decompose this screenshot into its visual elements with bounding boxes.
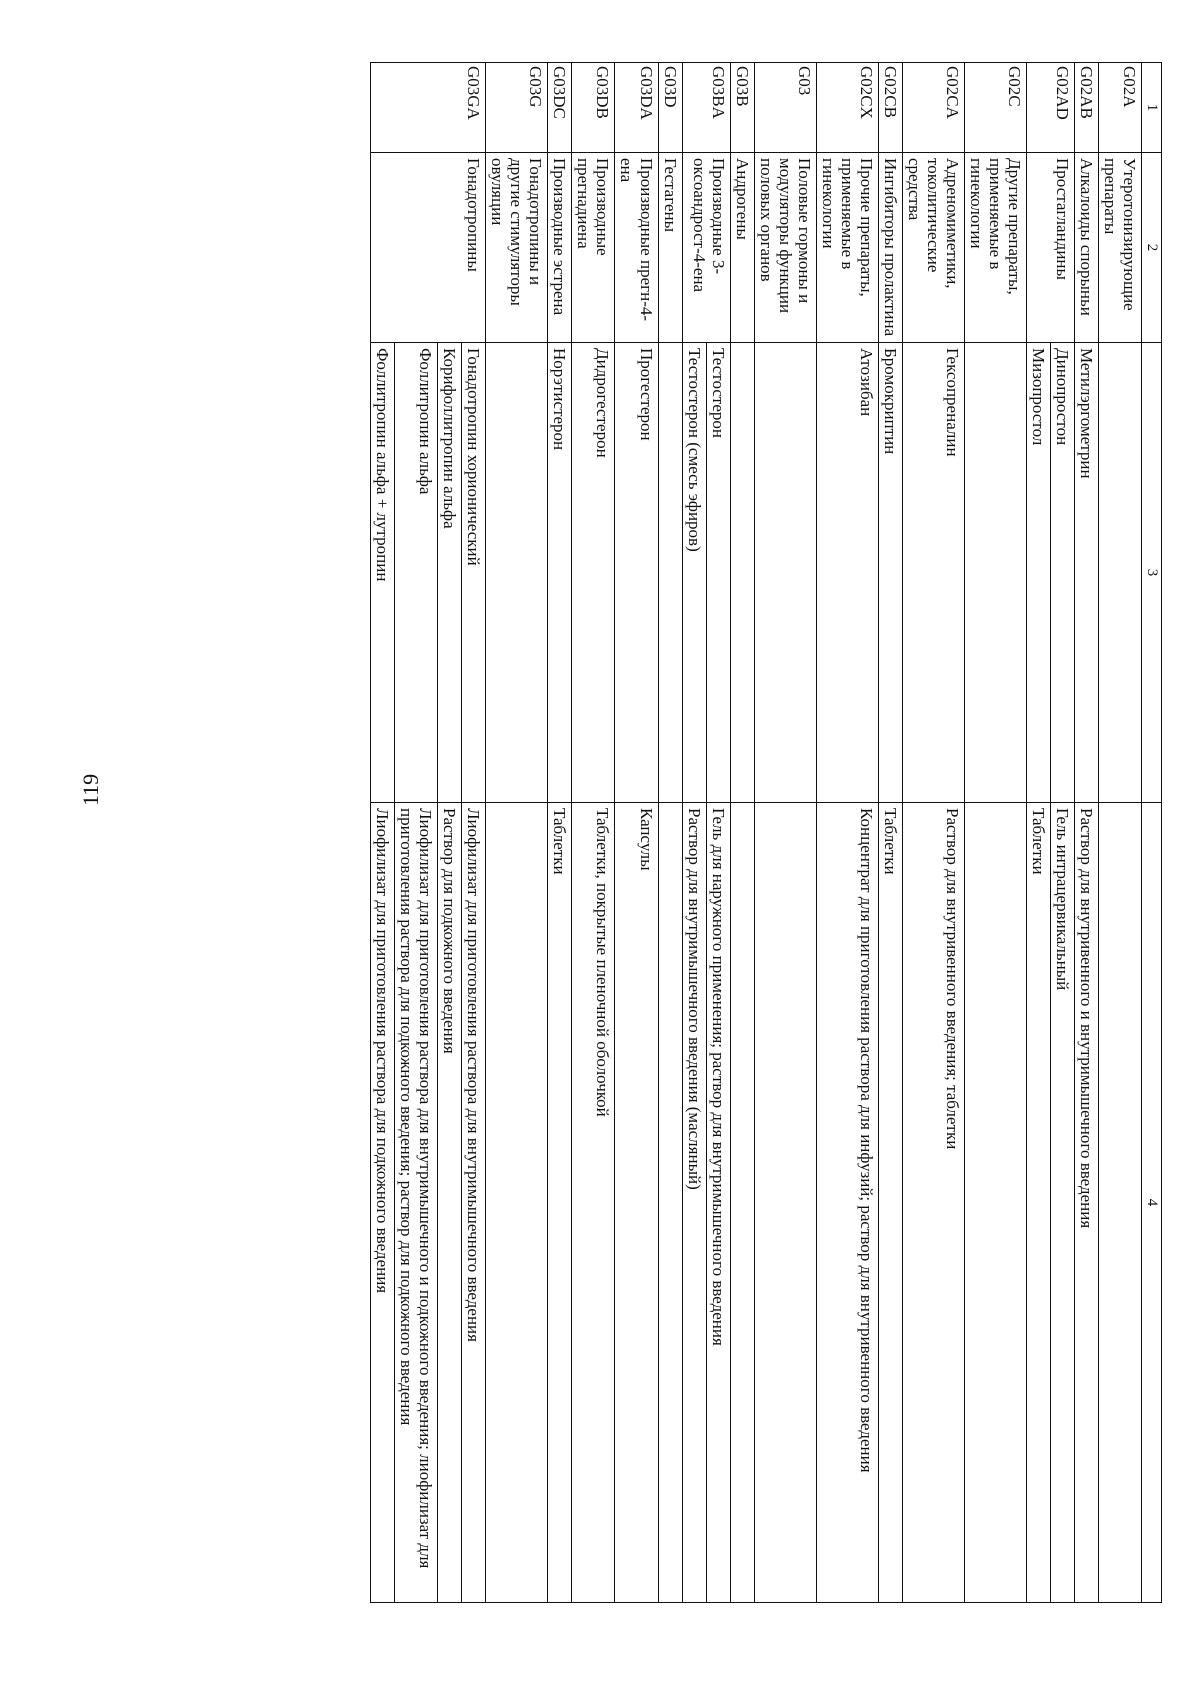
- group-name: Гонадотропины: [371, 153, 486, 343]
- atc-code: G03G: [486, 63, 548, 153]
- drug-name: Тестостерон (смесь эфиров): [682, 343, 706, 803]
- table-row: [754, 63, 816, 1603]
- header-col-2: 2: [1142, 153, 1162, 343]
- drug-name: Атозибан: [816, 343, 878, 803]
- atc-code: G03DB: [572, 63, 615, 153]
- drug-name: Метилэргометрин: [1075, 343, 1099, 803]
- group-name: Производные прегн-4-ена: [615, 153, 658, 343]
- table-row: [572, 63, 615, 1603]
- dosage-form: Капсулы: [615, 803, 658, 1603]
- dosage-form: Таблетки, покрытые пленочной оболочкой: [572, 803, 615, 1603]
- header-col-4: 4: [1142, 803, 1162, 1603]
- drug-name: Фоллитропин альфа: [395, 343, 438, 803]
- atc-code: G03: [754, 63, 816, 153]
- group-name: Гонадотропины и другие стимуляторы овуляции: [486, 153, 548, 343]
- dosage-form: Таблетки: [1027, 803, 1051, 1603]
- group-name: Половые гормоны и модуляторы функции половых органов: [754, 153, 816, 343]
- atc-code: G02CX: [816, 63, 878, 153]
- drug-name: Норэтистерон: [548, 343, 572, 803]
- drug-name: Гексопреналин: [902, 343, 964, 803]
- group-name: Прочие препараты, применяемые в гинекологии: [816, 153, 878, 343]
- drug-name: Бромокриптин: [878, 343, 902, 803]
- group-name: Андрогены: [730, 153, 754, 343]
- group-name: Алкалоиды спорыньи: [1075, 153, 1099, 343]
- dosage-form: Раствор для внутривенного и внутримышечного введения: [1075, 803, 1099, 1603]
- atc-code: G02AD: [1027, 63, 1075, 153]
- group-name: Производные эстрена: [548, 153, 572, 343]
- drug-name: Тестостерон: [706, 343, 730, 803]
- drug-table: [370, 62, 1162, 1603]
- dosage-form: Лиофилизат для приготовления раствора для подкожного введения: [371, 803, 395, 1603]
- table-row: [486, 63, 548, 1603]
- atc-code: G02A: [1099, 63, 1142, 153]
- table-row: [964, 63, 1026, 1603]
- atc-code: G03GA: [371, 63, 486, 153]
- dosage-form: Гель для наружного применения; раствор для внутримышечного введения: [706, 803, 730, 1603]
- header-col-1: 1: [1142, 63, 1162, 153]
- dosage-form: Раствор для внутривенного введения; таблетки: [902, 803, 964, 1603]
- atc-code: G03BA: [682, 63, 730, 153]
- table-row: [1051, 63, 1075, 1603]
- dosage-form: Раствор для внутримышечного введения (масляный): [682, 803, 706, 1603]
- header-col-3: 3: [1142, 343, 1162, 803]
- group-name: Производные прегнадиена: [572, 153, 615, 343]
- table-row: [706, 63, 730, 1603]
- table-row: [462, 63, 486, 1603]
- atc-code: G03B: [730, 63, 754, 153]
- table-row: [548, 63, 572, 1603]
- drug-name: Мизопростол: [1027, 343, 1051, 803]
- drug-name: Фоллитропин альфа + лутропин: [371, 343, 395, 803]
- table-row: [615, 63, 658, 1603]
- group-name: Производные 3-оксоандрост-4-ена: [682, 153, 730, 343]
- group-name: Простагландины: [1027, 153, 1075, 343]
- drug-name: Динопростон: [1051, 343, 1075, 803]
- dosage-form: Лиофилизат для приготовления раствора для внутримышечного и подкожного введения; лиофилизат для приготовления раствора для подкожного введения; раствор для подкожного введения: [395, 803, 438, 1603]
- table-row: [902, 63, 964, 1603]
- atc-code: G02CA: [902, 63, 964, 153]
- dosage-form: Таблетки: [878, 803, 902, 1603]
- drug-name: Прогестерон: [615, 343, 658, 803]
- dosage-form: Таблетки: [548, 803, 572, 1603]
- group-name: Другие препараты, применяемые в гинекологии: [964, 153, 1026, 343]
- header-row: [1142, 63, 1162, 1603]
- table-row: [878, 63, 902, 1603]
- atc-code: G02CB: [878, 63, 902, 153]
- group-name: Ингибиторы пролактина: [878, 153, 902, 343]
- atc-code: G02AB: [1075, 63, 1099, 153]
- atc-code: G02C: [964, 63, 1026, 153]
- table-row: [658, 63, 682, 1603]
- table-row: [730, 63, 754, 1603]
- page-number: 119: [78, 773, 103, 806]
- group-name: Гестагены: [658, 153, 682, 343]
- drug-name: Корифоллитропин альфа: [438, 343, 462, 803]
- dosage-form: Лиофилизат для приготовления раствора для внутримышечного введения: [462, 803, 486, 1603]
- atc-code: G03D: [658, 63, 682, 153]
- drug-name: Гонадотропин хорионический: [462, 343, 486, 803]
- atc-code: G03DA: [615, 63, 658, 153]
- dosage-form: Гель интрацервикальный: [1051, 803, 1075, 1603]
- table-row: [816, 63, 878, 1603]
- drug-name: Дидрогестерон: [572, 343, 615, 803]
- table-row: [1099, 63, 1142, 1603]
- drug-table-rotated: [137, 62, 1162, 1602]
- dosage-form: Концентрат для приготовления раствора для инфузий; раствор для внутривенного введения: [816, 803, 878, 1603]
- table-row: [1075, 63, 1099, 1603]
- dosage-form: Раствор для подкожного введения: [438, 803, 462, 1603]
- group-name: Адреномиметики, токолитические средства: [902, 153, 964, 343]
- atc-code: G03DC: [548, 63, 572, 153]
- group-name: Утеротонизирующие препараты: [1099, 153, 1142, 343]
